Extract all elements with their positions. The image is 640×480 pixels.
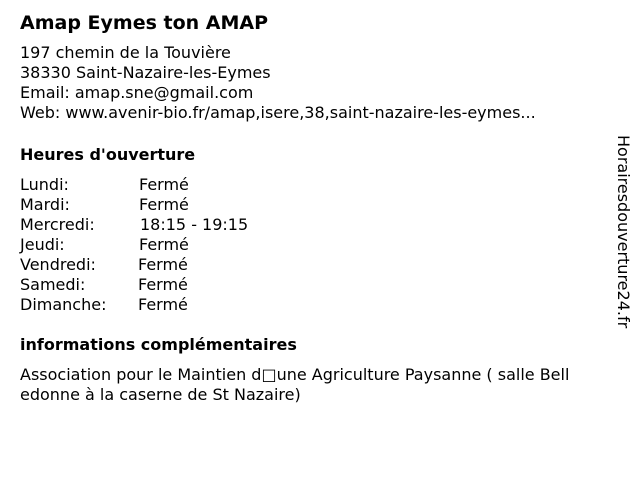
contact-block [20, 43, 536, 123]
day-label: Samedi: [20, 275, 86, 294]
hours-value: Fermé [139, 235, 189, 254]
info-line-2: edonne à la caserne de St Nazaire) [20, 385, 301, 404]
info-text [20, 365, 620, 405]
day-label: Mercredi: [20, 215, 95, 234]
day-label: Mardi: [20, 195, 70, 214]
hours-value: Fermé [138, 275, 188, 294]
hours-value: Fermé [138, 295, 188, 314]
website-text: Web: www.avenir-bio.fr/amap,isere,38,saint-nazaire-les-eymes... [20, 103, 536, 122]
day-label: Vendredi: [20, 255, 96, 274]
hours-value: Fermé [138, 255, 188, 274]
business-name: Amap Eymes ton AMAP [20, 12, 269, 34]
day-label: Lundi: [20, 175, 69, 194]
email-text: Email: amap.sne@gmail.com [20, 83, 254, 102]
hours-value: Fermé [139, 195, 189, 214]
hours-value: 18:15 - 19:15 [140, 215, 249, 234]
info-line-1: Association pour le Maintien d□une Agriculture Paysanne ( salle Bell [20, 365, 570, 384]
hours-heading: Heures d'ouverture [20, 145, 196, 164]
site-watermark: Horairesdouverture24.fr [614, 135, 633, 329]
address-line-1: 197 chemin de la Touvière [20, 43, 231, 62]
hours-value: Fermé [139, 175, 189, 194]
day-label: Jeudi: [20, 235, 65, 254]
address-line-2: 38330 Saint-Nazaire-les-Eymes [20, 63, 271, 82]
day-label: Dimanche: [20, 295, 107, 314]
info-heading: informations complémentaires [20, 335, 297, 354]
